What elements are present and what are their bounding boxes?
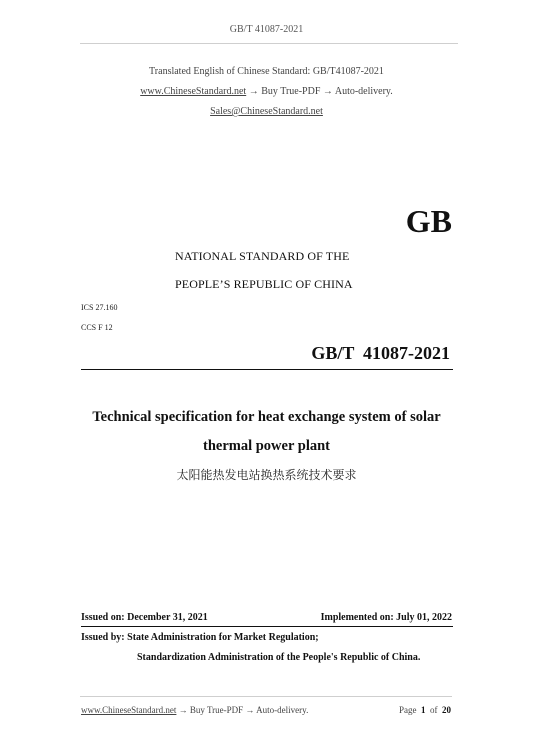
purchase-line (0, 86, 533, 97)
title-divider (81, 369, 453, 370)
national-standard-line2: PEOPLE’S REPUBLIC OF CHINA (175, 277, 353, 291)
email-link[interactable]: Sales@ChineseStandard.net (210, 106, 323, 117)
page-indicator (399, 705, 451, 715)
footer-divider (80, 696, 452, 697)
email-line (0, 106, 533, 117)
issuer-line2: Standardization Administration of the People's Republic of China. (137, 652, 421, 663)
issued-date: Issued on: December 31, 2021 (81, 612, 208, 623)
title-en-line1: Technical specification for heat exchange system of solar (92, 409, 441, 425)
page-label: Page (399, 705, 417, 715)
running-header: GB/T 41087-2021 (229, 24, 304, 35)
national-standard-line1: NATIONAL STANDARD OF THE (175, 249, 350, 263)
date-divider (81, 626, 453, 627)
footer-purchase (81, 705, 308, 715)
page-total: 20 (442, 705, 451, 715)
translation-note: Translated English of Chinese Standard: GB/T41087-2021 (149, 66, 384, 77)
gb-mark: GB (405, 203, 452, 239)
ics-code: ICS 27.160 (81, 303, 118, 312)
site-link[interactable]: www.ChineseStandard.net (140, 86, 247, 97)
purchase-text: → Buy True-PDF → Auto-delivery. (248, 86, 393, 97)
footer-site-link[interactable]: www.ChineseStandard.net (81, 705, 177, 715)
title-en-line2: thermal power plant (202, 438, 330, 454)
ccs-code: CCS F 12 (81, 323, 113, 332)
issuer-line1: Issued by: State Administration for Market Regulation; (81, 632, 319, 643)
page-current: 1 (421, 705, 426, 715)
implemented-date: Implemented on: July 01, 2022 (320, 612, 452, 623)
standard-number: GB/T 41087-2021 (311, 343, 450, 363)
footer-purchase-text: → Buy True-PDF → Auto-delivery. (178, 705, 309, 715)
header-divider (80, 43, 458, 44)
title-cn: 太阳能热发电站换热系统技术要求 (176, 468, 357, 482)
page-of: of (430, 705, 438, 715)
